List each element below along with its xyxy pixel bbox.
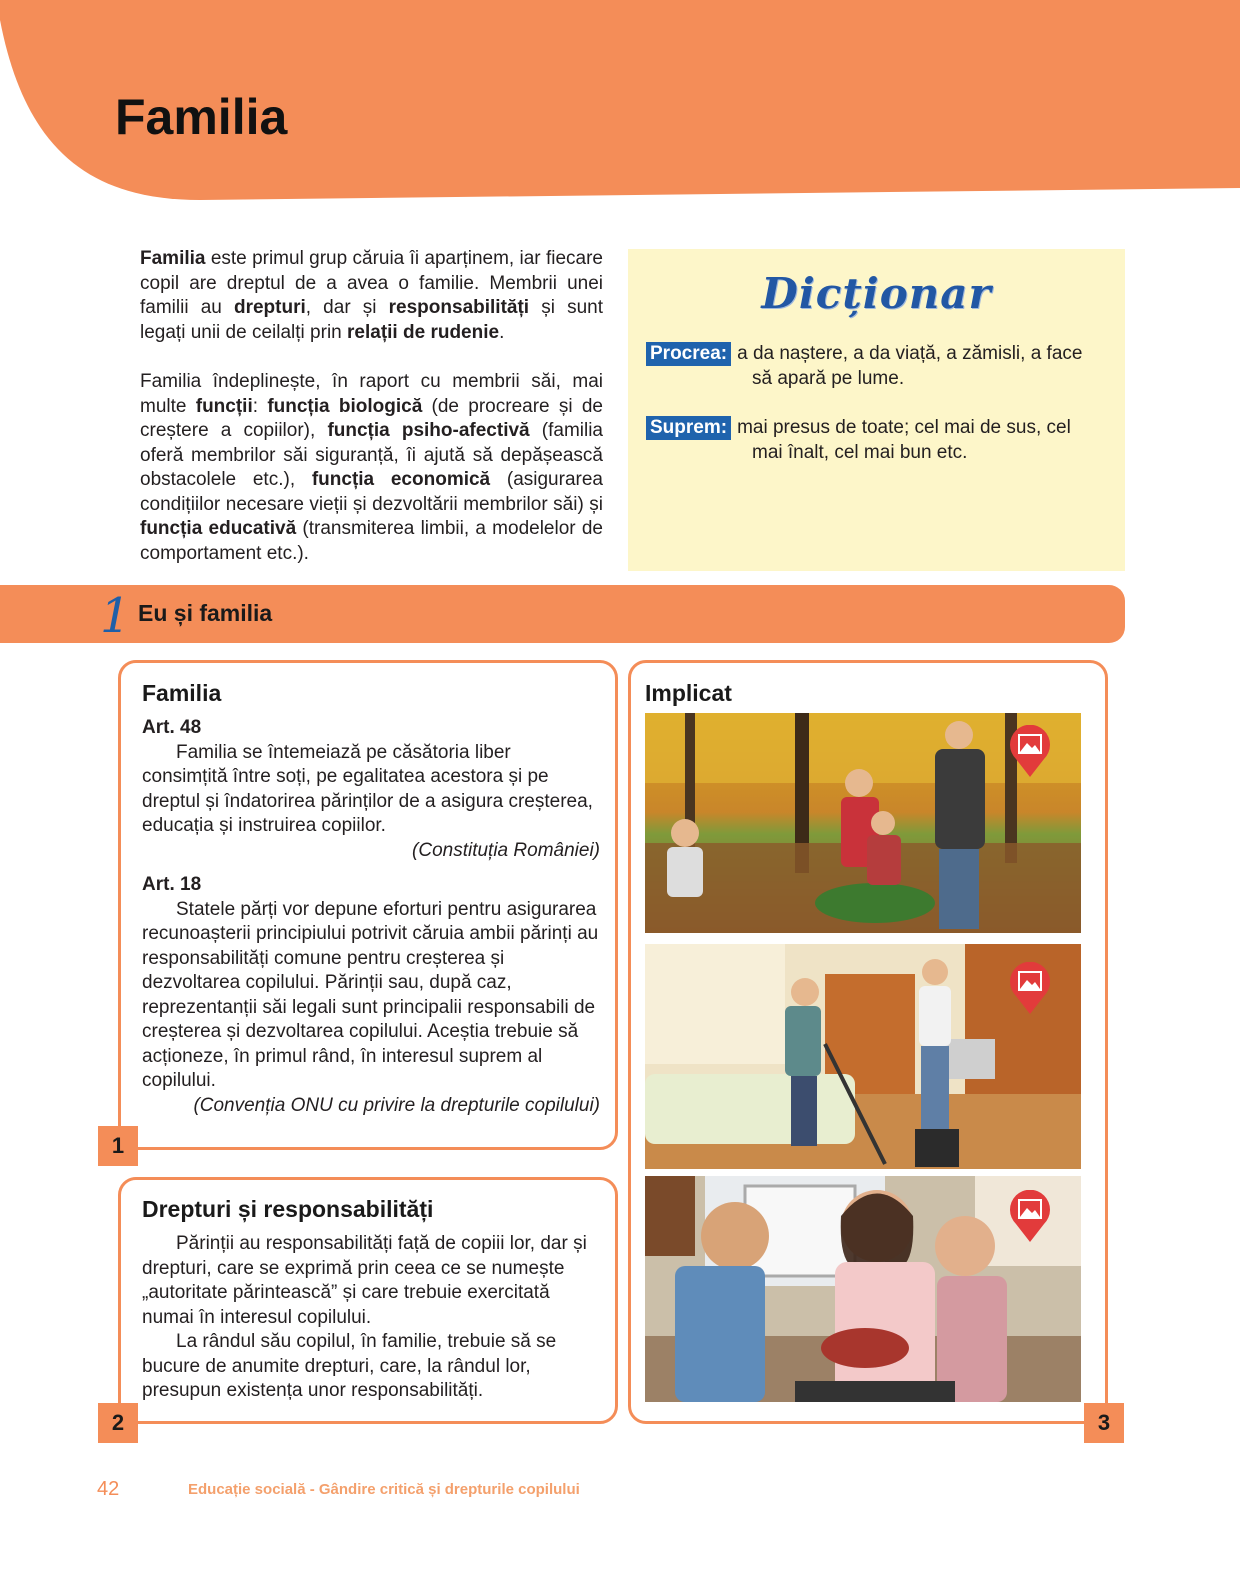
section-title: Eu și familia (138, 600, 273, 626)
intro-keyword: Familia (140, 248, 206, 269)
rights-paragraph-body: Părinții au responsabilități față de copiii lor, dar și drepturi, care se exprimă prin ceea ce se numește „autoritate părintească” și care trebuie exercitată numai în interesul copilului. (142, 1233, 587, 1328)
article-text (142, 741, 600, 839)
intro-text: (transmiterea limbii, a modelelor de comportament etc.). (140, 518, 603, 564)
footer-book-title: Educație socială - Gândire critică și drepturile copilului (188, 1481, 580, 1498)
page-number: 42 (97, 1478, 120, 1500)
article-text-body: Familia se întemeiază pe căsătoria liber consimțită între soți, pe egalitatea acestora și pe dreptul și îndatorirea părinților de a asigura creșterea, educația și instruirea copiilor. (142, 741, 593, 836)
intro-text: (de procreare și de creștere a copiilor), (140, 395, 604, 441)
rights-paragraph-body: La rândul său copilul, în familie, trebuie să se bucure de anumite drepturi, care, la rândul lor, presupun existența unor responsabilități. (142, 1331, 557, 1401)
image-marker-icon (1010, 1190, 1050, 1242)
intro-text: (asigurarea condițiilor necesare vieții și dezvoltării membrilor săi) și (140, 469, 603, 515)
image-marker-icon (1010, 962, 1050, 1014)
section-number: 1 (100, 588, 131, 644)
box-number-badge: 3 (1084, 1403, 1124, 1443)
intro-paragraph-1 (140, 247, 603, 345)
intro-text: (familia oferă membrilor săi siguranță, îi ajută să depășească obstacolele etc.), (140, 420, 603, 490)
photo-family-cleaning (645, 944, 1081, 1169)
rights-paragraph (142, 1330, 600, 1404)
intro-keyword: funcția educativă (140, 518, 297, 539)
article-label: Art. 48 (142, 717, 202, 738)
dictionary-definition: mai presus de toate; cel mai de sus, cel (737, 417, 1071, 438)
intro-keyword: funcția psiho-afectivă (327, 420, 530, 441)
dictionary-definition-cont: să apară pe lume. (752, 368, 905, 389)
dictionary-definition: a da naștere, a da viață, a zămisli, a face (737, 343, 1083, 364)
photo-family-autumn (645, 713, 1081, 933)
dictionary-entry (646, 341, 1116, 391)
box-title: Familia (142, 680, 222, 706)
box-text (142, 716, 600, 1118)
dictionary-term: Procrea: (646, 342, 731, 366)
intro-text: Familia îndeplinește, în raport cu membrii săi, mai multe (140, 371, 603, 417)
intro-keyword: funcția economică (311, 469, 491, 490)
article-source: (Convenția ONU cu privire la drepturile copilului) (193, 1094, 600, 1116)
dictionary-entry (646, 415, 1116, 465)
article-text-body: Statele părți vor depune eforturi pentru asigurarea recunoașterii principiului potrivit căruia ambii părinți au responsabilități comune pentru creșterea și dezvoltarea copilului. Părinții sau, după caz, reprezentanții săi legali sunt principalii responsabili de creșterea și dezvoltarea copilului. Aceștia trebuie să acționeze, în primul rând, în interesul suprem al copilului. (142, 898, 599, 1091)
article-text (142, 898, 600, 1094)
dictionary-box (628, 249, 1125, 571)
page-title: Familia (115, 89, 288, 145)
intro-keyword: funcția biologică (267, 395, 423, 417)
box-number-badge: 1 (98, 1126, 138, 1166)
article-label: Art. 18 (142, 874, 202, 895)
intro-text: . (499, 321, 505, 343)
photo-family-kitchen (645, 1176, 1081, 1402)
image-marker-icon (1010, 725, 1050, 777)
rights-paragraph (142, 1232, 600, 1330)
intro-text: este primul grup căruia îi aparținem, iar fiecare copil are dreptul de a avea o familie. Membrii unei familii au (140, 248, 603, 318)
dictionary-definition-cont: mai înalt, cel mai bun etc. (752, 442, 968, 463)
intro-keyword: responsabilități (388, 297, 530, 318)
intro-keyword: funcții (195, 395, 253, 417)
box-title: Implicat (645, 680, 732, 706)
dictionary-term: Suprem: (646, 416, 731, 440)
intro-text: și sunt legați unii de ceilalți prin (140, 297, 603, 343)
dictionary-title: Dicționar (761, 269, 992, 318)
box-text (142, 1232, 600, 1404)
intro-keyword: drepturi (233, 297, 306, 318)
intro-text: : (252, 395, 268, 417)
box-title: Drepturi și responsabilități (142, 1196, 434, 1222)
intro-paragraph-2 (140, 370, 603, 566)
box-number-badge: 2 (98, 1403, 138, 1443)
intro-keyword: relații de rudenie (347, 321, 500, 343)
intro-text: , dar și (305, 297, 389, 318)
article-source: (Constituția României) (412, 839, 600, 861)
